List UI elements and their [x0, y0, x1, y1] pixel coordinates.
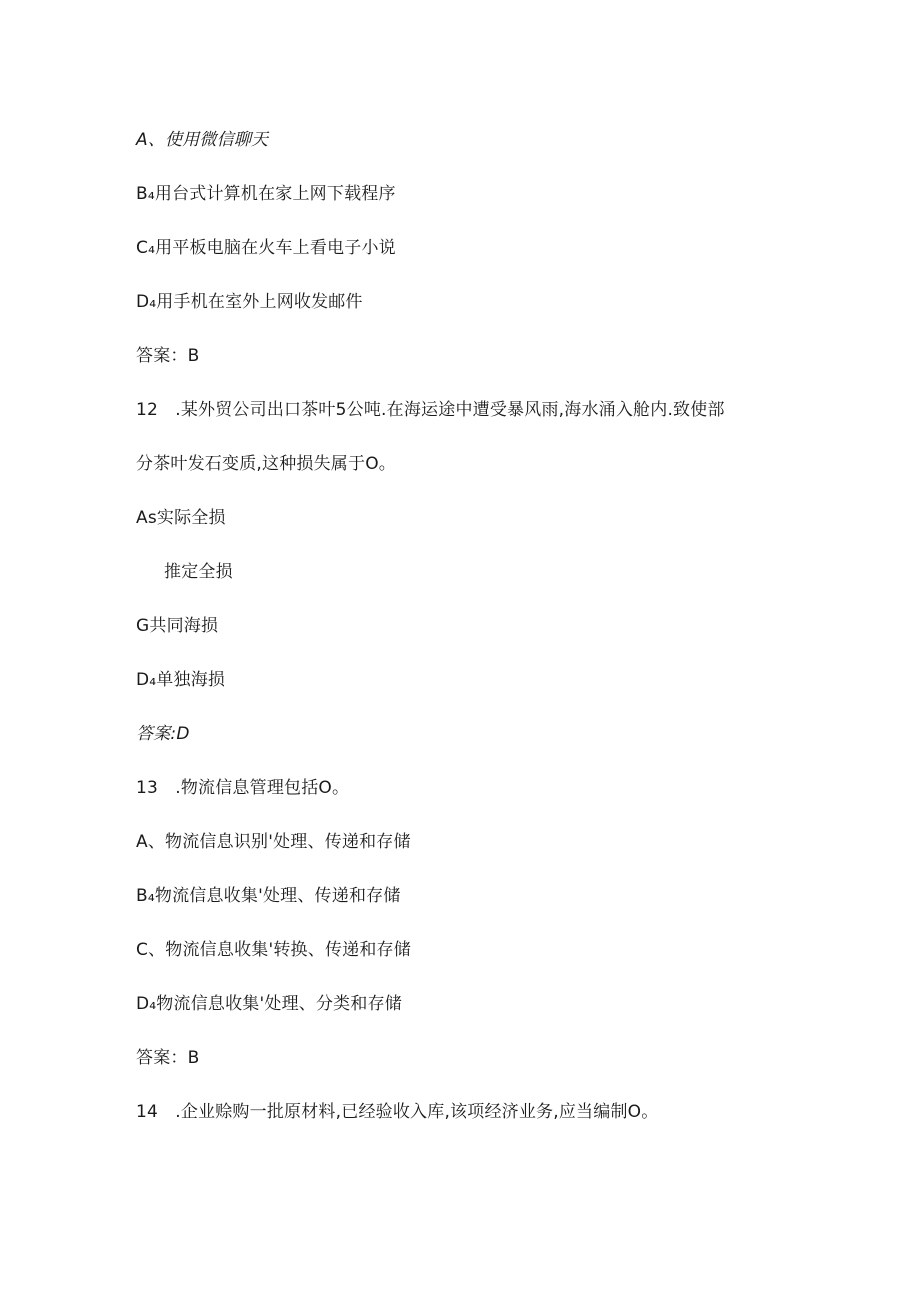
option-c-q13: C、物流信息收集'转换、传递和存储 [136, 940, 411, 960]
option-a-q11: A、使用微信聊天 [136, 130, 269, 150]
option-d-q13: D₄物流信息收集'处理、分类和存储 [136, 994, 402, 1014]
question-12-line-1: 12 .某外贸公司出口茶叶5公吨.在海运途中遭受暴风雨,海水涌入舱内.致使部 [136, 400, 725, 420]
option-c-q11: C₄用平板电脑在火车上看电子小说 [136, 238, 396, 258]
option-d-q11: D₄用手机在室外上网收发邮件 [136, 292, 363, 312]
question-14: 14 .企业赊购一批原材料,已经验收入库,该项经济业务,应当编制O。 [136, 1102, 659, 1122]
question-13: 13 .物流信息管理包括O。 [136, 778, 350, 798]
answer-q13: 答案：B [136, 1048, 200, 1068]
option-b-q11: B₄用台式计算机在家上网下载程序 [136, 184, 396, 204]
question-12-line-2: 分茶叶发石变质,这种损失属于O。 [136, 454, 396, 474]
option-b-q12: 推定全损 [164, 562, 233, 582]
answer-q11: 答案：B [136, 346, 200, 366]
option-c-q12: G共同海损 [136, 616, 219, 636]
option-b-q13: B₄物流信息收集'处理、传递和存储 [136, 886, 401, 906]
option-d-q12: D₄单独海损 [136, 670, 226, 690]
option-a-q13: A、物流信息识别'处理、传递和存储 [136, 832, 411, 852]
answer-q12: 答案:D [136, 724, 190, 744]
option-a-q12: As实际全损 [136, 508, 226, 528]
